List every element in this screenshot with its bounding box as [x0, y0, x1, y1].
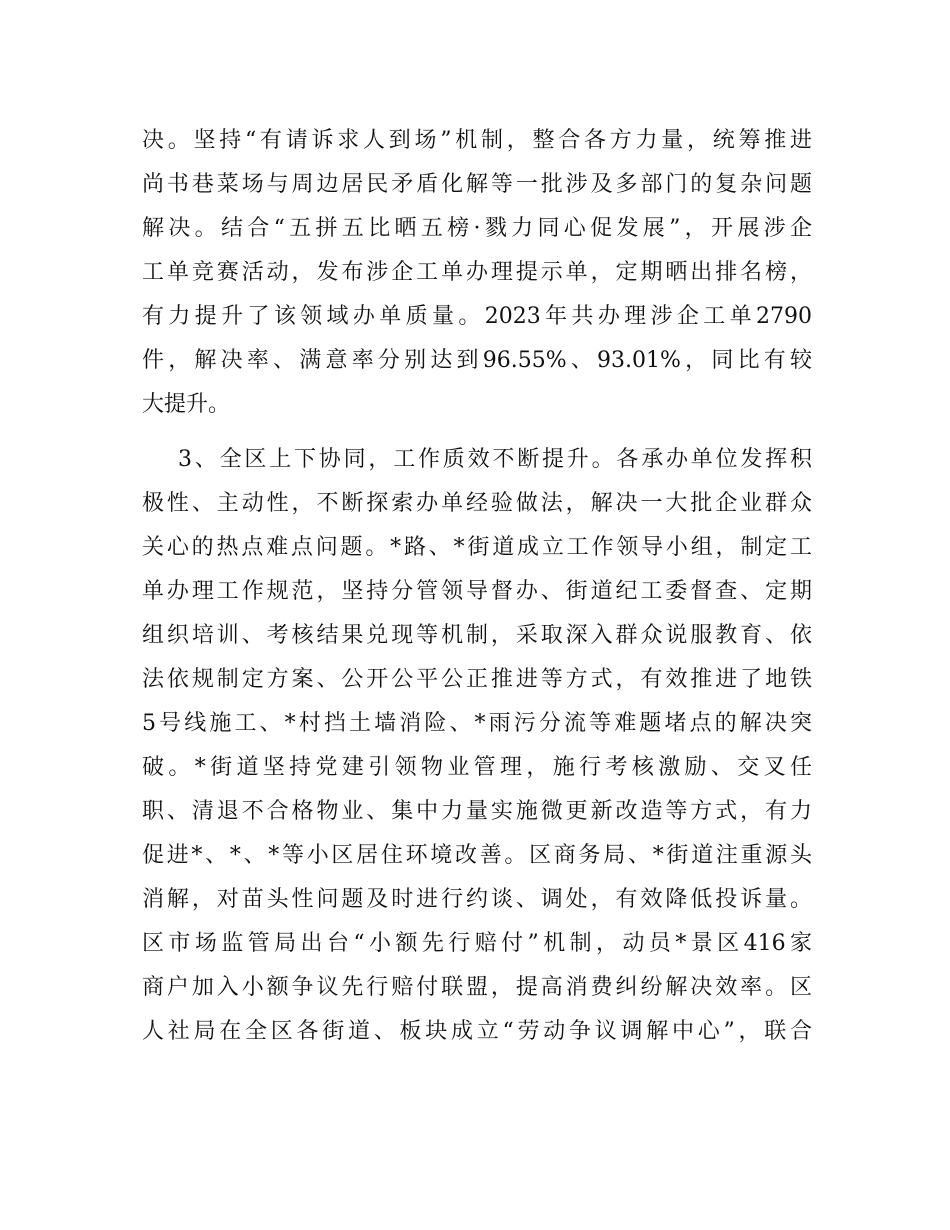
- paragraph-1-line-7: 大提升。: [142, 392, 231, 417]
- paragraph-2-line-4: 单办理工作规范，坚持分管领导督办、街道纪工委督查、定期: [142, 579, 812, 604]
- paragraph-2-line-14: 人社局在全区各街道、板块成立“劳动争议调解中心”，联合: [142, 1019, 812, 1044]
- paragraph-1: [142, 119, 812, 427]
- paragraph-spacer: [142, 427, 812, 438]
- paragraph-1-line-6: 件，解决率、满意率分别达到96.55%、93.01%，同比有较: [142, 348, 812, 373]
- paragraph-1-line-3: 解决。结合“五拼五比晒五榜·戮力同心促发展”，开展涉企: [142, 216, 812, 241]
- paragraph-2-line-9: 职、清退不合格物业、集中力量实施微更新改造等方式，有力: [142, 799, 812, 824]
- paragraph-1-line-2: 尚书巷菜场与周边居民矛盾化解等一批涉及多部门的复杂问题: [142, 172, 812, 197]
- paragraph-2-line-11: 消解，对苗头性问题及时进行约谈、调处，有效降低投诉量。: [142, 887, 812, 912]
- paragraph-1-line-5: 有力提升了该领域办单质量。2023年共办理涉企工单2790: [142, 304, 812, 329]
- document-body: [142, 119, 812, 1054]
- paragraph-2: [142, 438, 812, 1054]
- paragraph-1-line-1: 决。坚持“有请诉求人到场”机制，整合各方力量，统筹推进: [142, 128, 812, 153]
- paragraph-2-line-10: 促进*、*、*等小区居住环境改善。区商务局、*街道注重源头: [142, 843, 812, 868]
- paragraph-2-line-7: 5号线施工、*村挡土墙消险、*雨污分流等难题堵点的解决突: [142, 711, 812, 736]
- paragraph-2-line-5: 组织培训、考核结果兑现等机制，采取深入群众说服教育、依: [142, 623, 812, 648]
- paragraph-2-line-12: 区市场监管局出台“小额先行赔付”机制，动员*景区416家: [142, 931, 812, 956]
- paragraph-2-line-6: 法依规制定方案、公开公平公正推进等方式，有效推进了地铁: [142, 667, 812, 692]
- paragraph-2-line-8: 破。*街道坚持党建引领物业管理，施行考核激励、交叉任: [142, 755, 812, 780]
- paragraph-2-line-3: 关心的热点难点问题。*路、*街道成立工作领导小组，制定工: [142, 535, 812, 560]
- paragraph-1-line-4: 工单竞赛活动，发布涉企工单办理提示单，定期晒出排名榜，: [142, 260, 812, 285]
- paragraph-2-line-13: 商户加入小额争议先行赔付联盟，提高消费纠纷解决效率。区: [142, 975, 812, 1000]
- paragraph-2-line-2: 极性、主动性，不断探索办单经验做法，解决一大批企业群众: [142, 491, 812, 516]
- paragraph-2-line-1: 3、全区上下协同，工作质效不断提升。各承办单位发挥积: [178, 447, 812, 472]
